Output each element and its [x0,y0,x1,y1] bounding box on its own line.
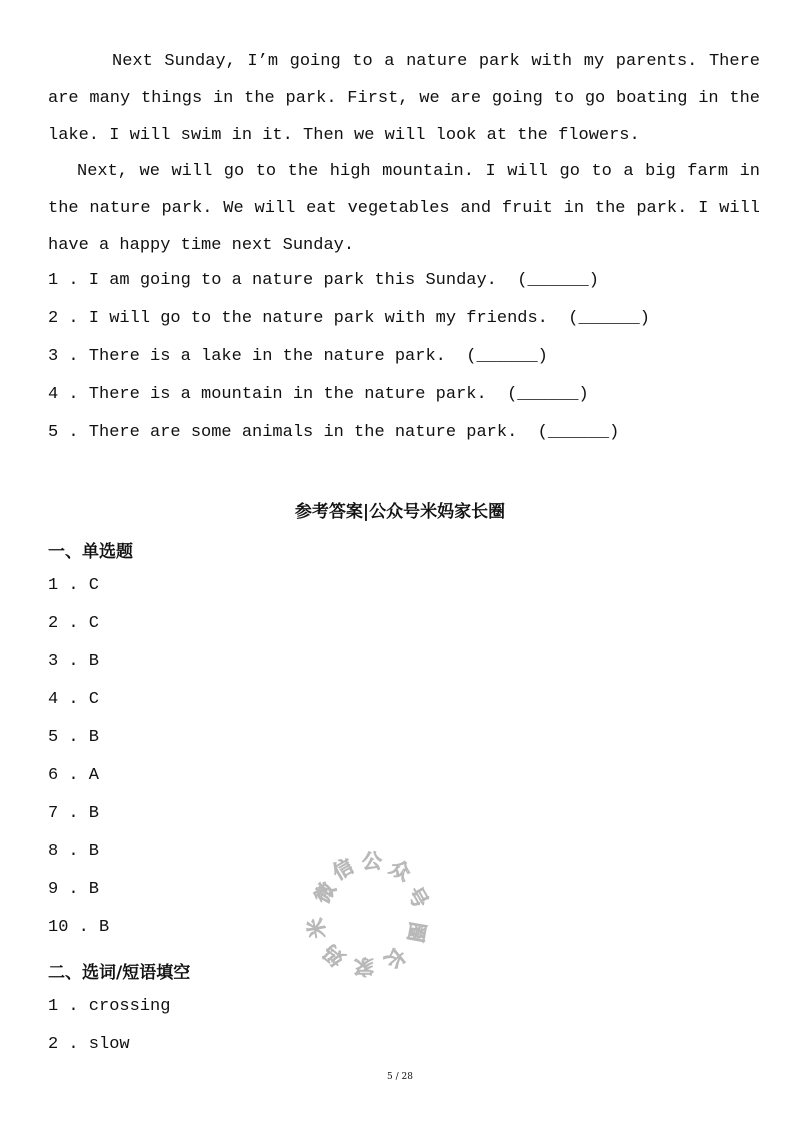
question-2: 2 . I will go to the nature park with my friends. (______) [48,309,650,328]
section-2-heading: 二、选词/短语填空 [48,963,191,983]
stamp-char-5: 号 [402,882,434,912]
answer-9: 9 . B [48,880,100,899]
stamp-char-3: 公 [362,850,382,873]
passage-paragraph-2: Next, we will go to the high mountain. I will go to a big farm in the nature park. We will eat vegetables and fruit in the park. I will have a happy time next Sunday. [48,162,760,255]
question-1: 1 . I am going to a nature park this Sunday. (______) [48,271,599,290]
question-5: 5 . There are some animals in the nature park. (______) [48,423,620,442]
answer-8: 8 . B [48,842,100,861]
stamp-char-8: 家 [354,955,374,979]
stamp-char-9: 妈 [318,939,350,972]
stamp-char-7: 长 [379,942,411,974]
passage-paragraph-1: Next Sunday, I’m going to a nature park with my parents. There are many things in the park. First, we are going to go boating in the lake. I will swim in it. Then we will look at the flowers. [48,52,760,145]
answer-s2-2: 2 . slow [48,1035,130,1054]
answer-5: 5 . B [48,728,100,747]
answer-s2-1: 1 . crossing [48,997,171,1016]
page-number: 5 / 28 [387,1072,413,1082]
section-1-heading: 一、单选题 [48,542,133,562]
watermark-stamp [300,850,440,980]
answer-6: 6 . A [48,766,100,785]
answer-3: 3 . B [48,652,100,671]
stamp-char-10: 米 [303,916,331,941]
answer-2: 2 . C [48,614,100,633]
answer-1: 1 . C [48,576,100,595]
question-3: 3 . There is a lake in the nature park. (______) [48,347,548,366]
stamp-char-4: 众 [385,854,415,886]
stamp-char-2: 信 [328,853,358,885]
answer-10: 10 . B [48,918,110,937]
stamp-char-6: 圈 [403,920,431,945]
question-4: 4 . There is a mountain in the nature park. (______) [48,385,589,404]
answer-4: 4 . C [48,690,100,709]
answer-key-title: 参考答案|公众号米妈家长圈 [294,502,506,522]
stamp-char-1: 微 [309,878,341,908]
answer-7: 7 . B [48,804,100,823]
